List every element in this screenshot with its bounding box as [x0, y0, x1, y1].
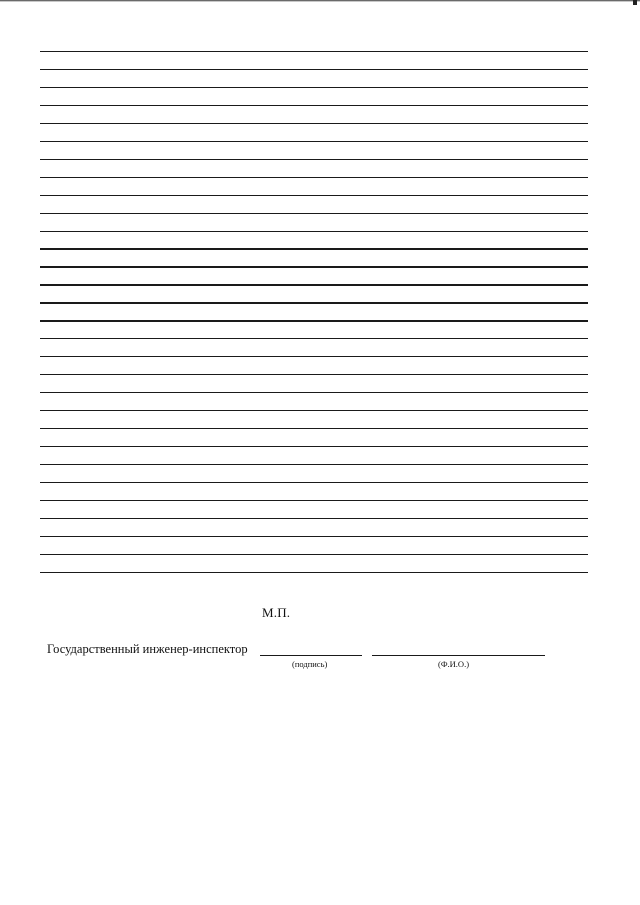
ruled-line	[40, 123, 588, 124]
ruled-line	[40, 446, 588, 447]
ruled-line	[40, 536, 588, 537]
stamp-place-label: М.П.	[262, 605, 291, 620]
full-name-field[interactable]	[372, 655, 545, 656]
ruled-line	[40, 87, 588, 88]
scan-top-edge	[0, 0, 640, 3]
ruled-line	[40, 338, 588, 339]
scan-corner-mark	[633, 0, 637, 5]
ruled-line	[40, 518, 588, 519]
ruled-line	[40, 464, 588, 465]
ruled-line	[40, 69, 588, 70]
ruled-line	[40, 554, 588, 555]
ruled-line	[40, 159, 588, 160]
ruled-line	[40, 500, 588, 501]
ruled-line	[40, 213, 588, 214]
ruled-line	[40, 320, 588, 321]
ruled-line	[40, 410, 588, 411]
inspector-title: Государственный инженер-инспектор	[47, 642, 248, 656]
ruled-line	[40, 231, 588, 232]
ruled-line	[40, 392, 588, 393]
ruled-line	[40, 428, 588, 429]
ruled-line	[40, 572, 588, 573]
ruled-line	[40, 266, 588, 267]
full-name-caption: (Ф.И.О.)	[438, 659, 470, 669]
ruled-line	[40, 482, 588, 483]
ruled-writing-area	[40, 51, 588, 576]
ruled-line	[40, 302, 588, 303]
ruled-line	[40, 248, 588, 249]
signature-field[interactable]	[260, 655, 362, 656]
ruled-line	[40, 105, 588, 106]
ruled-line	[40, 374, 588, 375]
ruled-line	[40, 284, 588, 285]
ruled-line	[40, 51, 588, 52]
inspector-signature-block	[47, 642, 567, 672]
signature-caption: (подпись)	[292, 659, 328, 669]
ruled-line	[40, 141, 588, 142]
ruled-line	[40, 195, 588, 196]
ruled-line	[40, 356, 588, 357]
ruled-line	[40, 177, 588, 178]
